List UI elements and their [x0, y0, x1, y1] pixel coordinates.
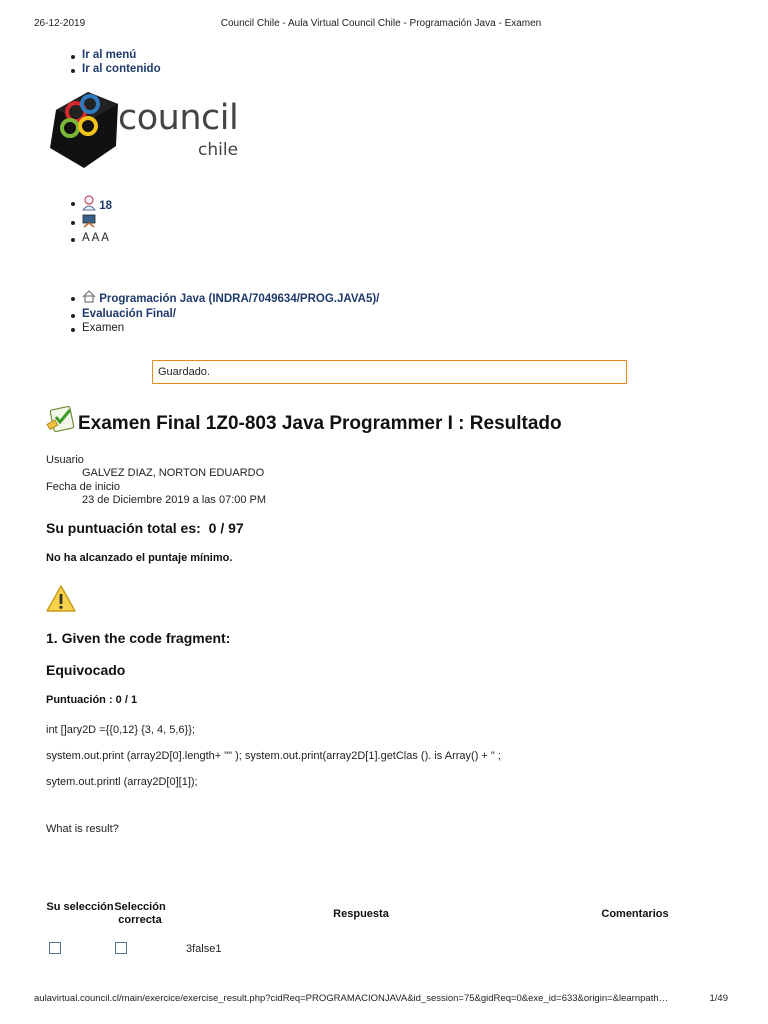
print-page-number: 1/49 — [709, 993, 728, 1004]
user-value: GALVEZ DIAZ, NORTON EDUARDO — [82, 467, 265, 479]
breadcrumb-course-link[interactable]: Programación Java (INDRA/7049634/PROG.JAVA5)/ — [99, 293, 380, 305]
total-score-label: Su puntuación total es: — [46, 520, 201, 536]
start-date-label: Fecha de inicio — [46, 481, 120, 493]
header-your-selection: Su selección — [46, 901, 114, 913]
user-icon — [82, 195, 96, 211]
user-toolbar — [70, 195, 112, 245]
header-answer: Respuesta — [333, 908, 389, 920]
council-cube-icon — [46, 70, 124, 174]
user-label: Usuario — [46, 454, 84, 466]
logo-subtitle: chile — [198, 140, 239, 160]
your-selection-checkbox[interactable] — [49, 942, 61, 954]
question-points: Puntuación : 0 / 1 — [46, 694, 138, 706]
print-date: 26-12-2019 — [34, 18, 86, 29]
header-comments: Comentarios — [601, 908, 669, 920]
logo-wordmark: council — [118, 98, 239, 138]
user-count-link[interactable]: 18 — [99, 200, 112, 212]
question-title: 1. Given the code fragment: — [46, 630, 231, 646]
code-line: system.out.print (array2D[0].length+ "" ); system.out.print(array2D[1].getClas (). is Array() + " ; — [46, 750, 501, 762]
breadcrumb-section-link[interactable]: Evaluación Final/ — [82, 308, 176, 320]
header-correct-selection: Selección correcta — [114, 901, 166, 926]
page-title-bar: Council Chile - Aula Virtual Council Chile - Programación Java - Examen — [220, 18, 542, 29]
toolbar-item-font-size — [70, 231, 112, 245]
saved-notice: Guardado. — [152, 360, 627, 384]
font-size-controls[interactable]: A A A — [82, 232, 109, 244]
breadcrumb-item — [70, 290, 379, 307]
question-prompt: What is result? — [46, 823, 119, 835]
toolbar-item-projector[interactable] — [70, 214, 112, 231]
breadcrumb-item — [70, 321, 379, 335]
home-icon — [82, 290, 96, 303]
council-logo[interactable] — [46, 70, 246, 174]
code-line: sytem.out.printl (array2D[0][1]); — [46, 776, 198, 788]
breadcrumb-current: Examen — [82, 322, 125, 334]
correct-selection-checkbox[interactable] — [115, 942, 127, 954]
toolbar-item-user — [70, 195, 112, 214]
code-line: int []ary2D ={{0,12} {3, 4, 5,6}}; — [46, 724, 195, 736]
print-url: aulavirtual.council.cl/main/exercice/exercise_result.php?cidReq=PROGRAMACIONJAVA&id_session=75&gidReq=0&exe_id=633&origin=&learnpath… — [34, 993, 669, 1004]
warning-icon — [45, 584, 77, 614]
print-footer — [34, 993, 728, 1007]
skip-link-item — [70, 48, 161, 62]
total-score-value: 0 / 97 — [208, 520, 244, 536]
minimum-score-note: No ha alcanzado el puntaje mínimo. — [46, 552, 233, 564]
link-go-to-content[interactable]: Ir al contenido — [82, 63, 161, 75]
start-date-value: 23 de Diciembre 2019 a las 07:00 PM — [82, 494, 267, 506]
breadcrumb-item — [70, 307, 379, 321]
print-header — [34, 18, 728, 32]
exam-checklist-icon — [46, 404, 76, 432]
question-result: Equivocado — [46, 662, 126, 678]
link-go-to-menu[interactable]: Ir al menú — [82, 49, 137, 61]
exam-title: Examen Final 1Z0-803 Java Programmer I : Resultado — [78, 413, 562, 434]
presentation-icon — [82, 214, 96, 228]
total-score — [46, 520, 244, 536]
answer-option-text: 3false1 — [186, 943, 222, 955]
breadcrumb — [70, 290, 379, 335]
